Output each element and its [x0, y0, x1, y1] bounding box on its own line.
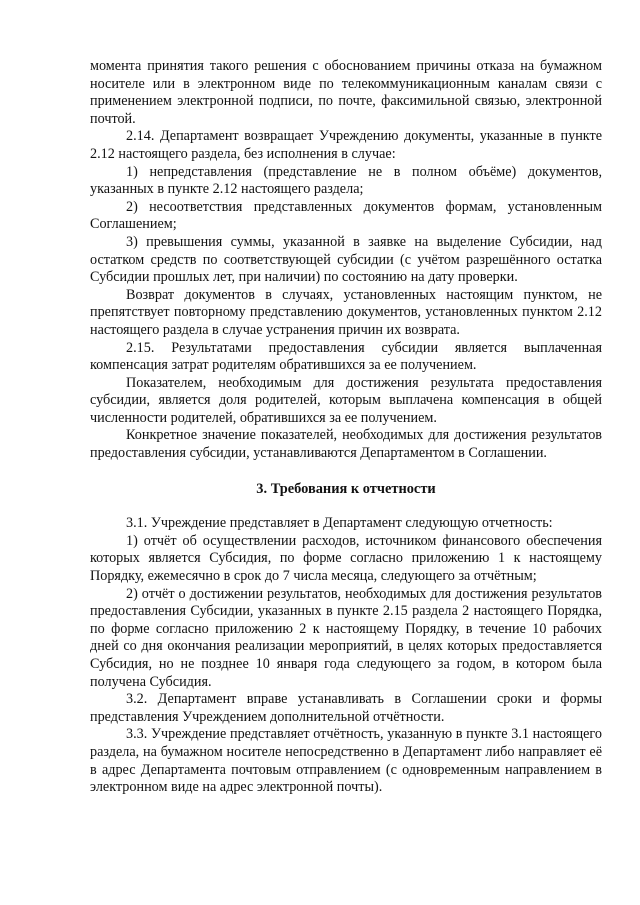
paragraph: 3) превышения суммы, указанной в заявке на выделение Субсидии, над остатком средств по соответствующей субсидии (с учётом разрешённого остатка Субсидии прошлых лет, при наличии) по состоянию на дату проверки.	[90, 233, 602, 286]
section-3-body	[90, 515, 602, 797]
paragraph: Возврат документов в случаях, установленных настоящим пунктом, не препятствует повторному представлению документов, установленных пунктом 2.12 настоящего раздела в случае устранения причин их возврата.	[90, 286, 602, 338]
paragraph: момента принятия такого решения с обоснованием причины отказа на бумажном носителе или в электронном виде по телекоммуникационным каналам связи с применением электронной подписи, по почте, факсимильной связью, электронной почтой.	[90, 58, 602, 127]
paragraph: 3.3. Учреждение представляет отчётность, указанную в пункте 3.1 настоящего раздела, на бумажном носителе непосредственно в Департамент либо направляет её в адрес Департамента почтовым отправлением (с одновременным направлением в электронном виде на адрес электронной почты).	[90, 726, 602, 796]
paragraph: 2) несоответствия представленных документов формам, установленным Соглашением;	[90, 198, 602, 233]
paragraph: 2.14. Департамент возвращает Учреждению документы, указанные в пункте 2.12 настоящего раздела, без исполнения в случае:	[90, 128, 602, 162]
paragraph: 1) отчёт об осуществлении расходов, источником финансового обеспечения которых является Субсидия, по форме согласно приложению 1 к настоящему Порядку, ежемесячно в срок до 7 числа месяца, следующего за отчётным;	[90, 532, 602, 585]
section-2-continuation	[90, 58, 602, 463]
paragraph: 1) непредставления (представление не в полном объёме) документов, указанных в пункте 2.12 настоящего раздела;	[90, 163, 602, 198]
section-heading: 3. Требования к отчетности	[256, 480, 436, 497]
paragraph: 3.2. Департамент вправе устанавливать в Соглашении сроки и формы представления Учреждением дополнительной отчётности.	[90, 691, 602, 725]
paragraph: Показателем, необходимым для достижения результата предоставления субсидии, является доля родителей, которым выплачена компенсация в общей численности родителей, обратившихся за ее получением.	[90, 374, 602, 426]
paragraph: 3.1. Учреждение представляет в Департамент следующую отчетность:	[126, 515, 553, 532]
paragraph: 2) отчёт о достижении результатов, необходимых для достижения результатов предоставления Субсидии, указанных в пункте 2.15 раздела 2 настоящего Порядка, по форме согласно приложению 2 к настоящему Порядку, в течение 10 рабочих дней со дня окончания реализации мероприятий, в целях которых предоставляется Субсидия, но не позднее 10 января года следующего за годом, в котором была получена Субсидия.	[90, 585, 602, 690]
paragraph: 2.15. Результатами предоставления субсидии является выплаченная компенсация затрат родителям обратившихся за ее получением.	[90, 339, 602, 374]
paragraph: Конкретное значение показателей, необходимых для достижения результатов предоставления субсидии, устанавливаются Департаментом в Соглашении.	[90, 427, 602, 462]
